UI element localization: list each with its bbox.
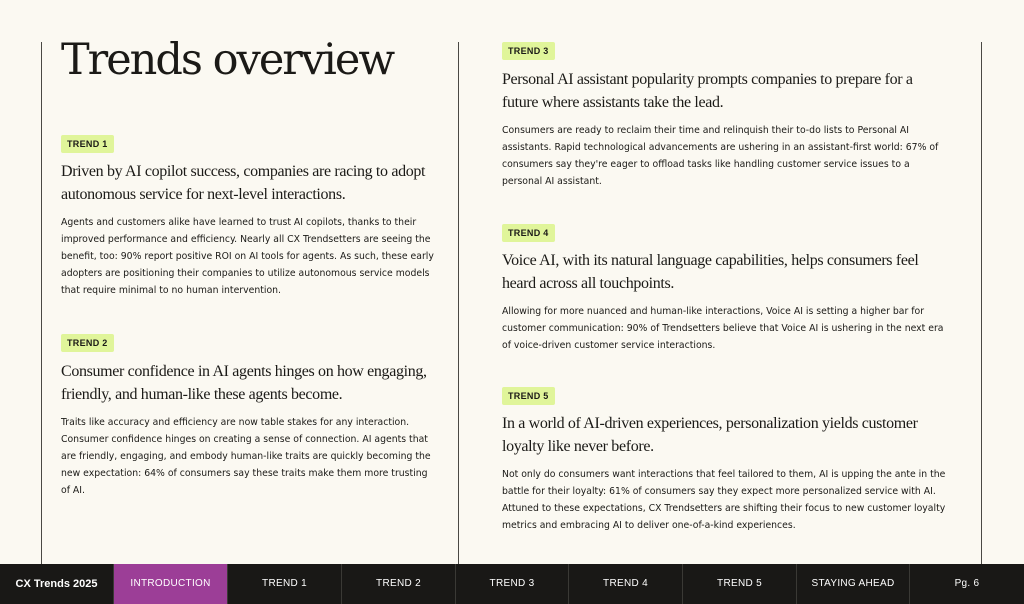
right-column-rule — [981, 42, 982, 564]
nav-trend-2[interactable]: TREND 2 — [342, 564, 456, 604]
nav-trend-5[interactable]: TREND 5 — [683, 564, 797, 604]
center-column-rule — [458, 42, 459, 564]
trend-3-body: Consumers are ready to reclaim their time and relinquish their to-do lists to Personal AI assistants. Rapid technological advancements are ushering in an assistant-first world: 67% of consumers say they're eager to offload tasks like handling customer service issues to a personal AI assistant. — [502, 125, 939, 187]
trend-1-badge: TREND 1 — [61, 135, 114, 153]
nav-introduction[interactable]: INTRODUCTION — [114, 564, 228, 604]
trend-1-headline: Driven by AI copilot success, companies are racing to adopt autonomous service for next-level interactions. — [61, 163, 426, 203]
trend-4-headline: Voice AI, with its natural language capabilities, helps consumers feel heard across all touchpoints. — [502, 252, 919, 292]
trend-1-body: Agents and customers alike have learned to trust AI copilots, thanks to their improved performance and efficiency. Nearly all CX Trendsetters are seeing the benefit, too: 90% report positive ROI on AI tools for agents. As such, these early adopters are positioning their companies to utilize autonomous service models that require minimal to no human intervention. — [61, 217, 434, 296]
footer-brand-link[interactable]: CX Trends 2025 — [0, 564, 114, 604]
nav-trend-1[interactable]: TREND 1 — [228, 564, 342, 604]
footer-nav — [0, 564, 1024, 604]
trend-2-body: Traits like accuracy and efficiency are now table stakes for any interaction. Consumer confidence hinges on creating a sense of connection. AI agents that are friendly, engaging, and embody human-like traits are quickly becoming the new expectation: 64% of consumers say these traits make them more trusting of AI. — [61, 417, 431, 496]
trend-1-section — [61, 134, 436, 299]
nav-trend-3[interactable]: TREND 3 — [456, 564, 569, 604]
left-column-rule — [41, 42, 42, 564]
trend-5-section — [502, 386, 947, 534]
trend-3-section — [502, 41, 947, 190]
trend-2-headline: Consumer confidence in AI agents hinges on how engaging, friendly, and human-like these agents become. — [61, 363, 427, 403]
trend-3-headline: Personal AI assistant popularity prompts companies to prepare for a future where assistants take the lead. — [502, 71, 913, 111]
page-title: Trends overview — [61, 35, 394, 85]
nav-staying-ahead[interactable]: STAYING AHEAD — [797, 564, 910, 604]
trend-2-section — [61, 333, 436, 499]
trend-2-badge: TREND 2 — [61, 334, 114, 352]
trend-4-body: Allowing for more nuanced and human-like interactions, Voice AI is setting a higher bar for customer communication: 90% of Trendsetters believe that Voice AI is ushering in the next era of voice-driven customer service interactions. — [502, 306, 944, 351]
trend-3-badge: TREND 3 — [502, 42, 555, 60]
nav-trend-4[interactable]: TREND 4 — [569, 564, 683, 604]
trend-5-body: Not only do consumers want interactions that feel tailored to them, AI is upping the ante in the battle for their loyalty: 61% of consumers say they expect more personalized service with AI. Attuned to these expectations, CX Trendsetters are shifting their focus to new customer loyalty metrics and embracing AI to deliver one-of-a-kind experiences. — [502, 469, 946, 531]
trend-4-badge: TREND 4 — [502, 224, 555, 242]
trend-5-badge: TREND 5 — [502, 387, 555, 405]
trend-4-section — [502, 223, 947, 354]
page-number: Pg. 6 — [954, 578, 980, 589]
trend-5-headline: In a world of AI-driven experiences, personalization yields customer loyalty like never before. — [502, 415, 918, 455]
